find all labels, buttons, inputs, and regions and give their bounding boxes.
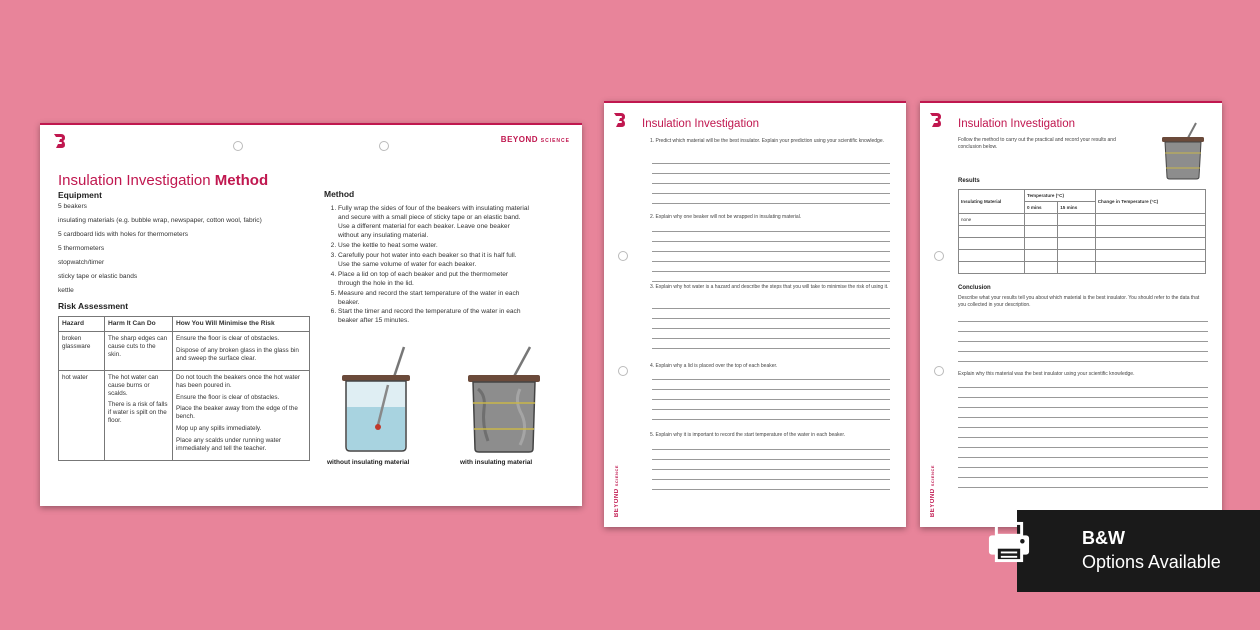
method-section bbox=[324, 189, 529, 327]
table-cell[interactable] bbox=[1095, 250, 1205, 262]
title-plain: Insulation Investigation bbox=[58, 172, 211, 189]
table-cell[interactable] bbox=[1058, 214, 1096, 226]
results-table bbox=[958, 189, 1206, 274]
minimise-text: Place the beaker away from the edge of the bench. bbox=[176, 405, 298, 421]
answer-lines[interactable] bbox=[652, 308, 890, 358]
hazard-cell: hot water bbox=[59, 370, 105, 460]
questions-sheet bbox=[604, 101, 906, 527]
harm-text: The sharp edges can cause cuts to the skin. bbox=[108, 335, 168, 358]
table-cell[interactable] bbox=[959, 250, 1025, 262]
equipment-list bbox=[58, 203, 318, 301]
equipment-item: stopwatch/timer bbox=[58, 259, 105, 266]
caption-without-insulation: without insulating material bbox=[327, 459, 410, 466]
table-cell[interactable] bbox=[1025, 226, 1058, 238]
table-cell[interactable] bbox=[1095, 214, 1205, 226]
column-header: How You Will Minimise the Risk bbox=[173, 317, 310, 332]
minimise-text: Ensure the floor is clear of obstacles. bbox=[176, 393, 280, 401]
table-cell[interactable] bbox=[1058, 250, 1096, 262]
answer-lines[interactable] bbox=[652, 163, 890, 213]
table-cell[interactable] bbox=[1058, 262, 1096, 274]
punch-hole bbox=[233, 141, 243, 151]
table-row bbox=[59, 332, 310, 371]
table-row bbox=[959, 250, 1206, 262]
method-step: 4. Place a lid on top of each beaker and put the thermometer through the hole in the lid. bbox=[338, 271, 529, 289]
hazard-cell: broken glassware bbox=[59, 332, 105, 371]
table-cell[interactable] bbox=[1025, 250, 1058, 262]
question-text: 2. Explain why one beaker will not be wrapped in insulating material. bbox=[650, 214, 802, 220]
answer-lines[interactable] bbox=[652, 449, 890, 499]
table-row bbox=[959, 214, 1206, 226]
conclusion-prompt: Describe what your results tell you about which material is the best insulator. You should refer to the data that you collected in your description. bbox=[958, 295, 1200, 308]
equipment-item: kettle bbox=[58, 287, 74, 294]
column-subheader: 0 mins bbox=[1025, 202, 1058, 214]
minimise-text: Place any scalds under running water immediately and tell the teacher. bbox=[176, 436, 282, 452]
equipment-section bbox=[58, 190, 318, 301]
table-cell[interactable] bbox=[959, 226, 1025, 238]
top-rule bbox=[604, 101, 906, 103]
brand-sub: SCIENCE bbox=[540, 138, 570, 144]
equipment-item: 5 beakers bbox=[58, 203, 87, 210]
column-header: Harm It Can Do bbox=[105, 317, 173, 332]
brand-word: BEYOND bbox=[930, 488, 936, 517]
top-rule bbox=[920, 101, 1222, 103]
material-cell: none bbox=[959, 214, 1025, 226]
equipment-item: insulating materials (e.g. bubble wrap, newspaper, cotton wool, fabric) bbox=[58, 217, 262, 224]
question-text: 4. Explain why a lid is placed over the top of each beaker. bbox=[650, 363, 778, 369]
vertical-brand bbox=[614, 465, 620, 517]
equipment-item: 5 thermometers bbox=[58, 245, 105, 252]
table-header-row bbox=[959, 190, 1206, 202]
brand-sub: SCIENCE bbox=[614, 464, 619, 487]
table-cell[interactable] bbox=[1058, 226, 1096, 238]
method-step: 6. Start the timer and record the temperature of the water in each beaker after 15 minutes. bbox=[338, 308, 529, 326]
table-row bbox=[59, 370, 310, 460]
harm-cell bbox=[105, 332, 173, 371]
insulated-beaker-illustration bbox=[464, 345, 544, 455]
method-step: 5. Measure and record the start temperature of the water in each beaker. bbox=[338, 290, 529, 308]
explain-prompt: Explain why this material was the best insulator using your scientific knowledge. bbox=[958, 371, 1135, 377]
printer-icon bbox=[981, 516, 1037, 568]
punch-hole bbox=[618, 251, 628, 261]
method-step: 3. Carefully pour hot water into each beaker so that it is half full. Use the same volume of water for each beaker. bbox=[338, 252, 529, 270]
insulated-beaker-illustration bbox=[1160, 121, 1206, 181]
minimise-text: Ensure the floor is clear of obstacles. bbox=[176, 335, 280, 343]
page-title bbox=[58, 172, 268, 189]
minimise-cell bbox=[173, 332, 310, 371]
answer-lines[interactable] bbox=[652, 231, 890, 291]
page-title: Insulation Investigation bbox=[642, 118, 759, 130]
method-list bbox=[324, 205, 529, 326]
beyond-logo-icon bbox=[612, 112, 626, 128]
punch-hole bbox=[934, 251, 944, 261]
table-cell[interactable] bbox=[1095, 226, 1205, 238]
risk-table bbox=[58, 316, 310, 461]
top-rule bbox=[40, 123, 582, 125]
table-cell[interactable] bbox=[1025, 262, 1058, 274]
harm-text: There is a risk of falls if water is spilt on the floor. bbox=[108, 401, 168, 425]
badge-title: B&W bbox=[1082, 528, 1125, 548]
table-row bbox=[959, 238, 1206, 250]
table-cell[interactable] bbox=[1095, 262, 1205, 274]
intro-text: Follow the method to carry out the practical and record your results and conclusion below. bbox=[958, 137, 1116, 150]
column-header: Hazard bbox=[59, 317, 105, 332]
vertical-brand bbox=[930, 465, 936, 517]
table-cell[interactable] bbox=[959, 262, 1025, 274]
answer-lines[interactable] bbox=[958, 387, 1208, 497]
column-header: Insulating Material bbox=[959, 190, 1025, 214]
question-text: 5. Explain why it is important to record the start temperature of the water in each beaker. bbox=[650, 432, 846, 438]
equipment-heading: Equipment bbox=[58, 190, 102, 200]
badge-subtitle: Options Available bbox=[1082, 552, 1221, 572]
column-header: Temperature (°C) bbox=[1025, 190, 1096, 202]
conclusion-heading: Conclusion bbox=[958, 285, 991, 291]
title-bold: Method bbox=[214, 172, 269, 189]
table-header-row bbox=[59, 317, 310, 332]
column-header: Change in Temperature (°C) bbox=[1095, 190, 1205, 214]
results-heading: Results bbox=[958, 178, 980, 184]
answer-lines[interactable] bbox=[652, 379, 890, 429]
question-text: 1. Predict which material will be the best insulator. Explain your prediction using your scientific knowledge. bbox=[650, 138, 885, 144]
method-step: 1. Fully wrap the sides of four of the beakers with insulating material and secure with a small piece of sticky tape or an elastic band. Use a different material for each beaker. Leave one beaker without any insulating material. bbox=[338, 205, 529, 241]
punch-hole bbox=[379, 141, 389, 151]
page-title: Insulation Investigation bbox=[958, 118, 1075, 130]
minimise-text: Do not touch the beakers once the hot water has been poured in. bbox=[176, 373, 300, 389]
method-step: 2. Use the kettle to heat some water. bbox=[338, 242, 529, 251]
table-cell[interactable] bbox=[1095, 238, 1205, 250]
table-row bbox=[959, 262, 1206, 274]
column-subheader: 15 mins bbox=[1058, 202, 1096, 214]
answer-lines[interactable] bbox=[958, 321, 1208, 371]
caption-with-insulation: with insulating material bbox=[460, 459, 533, 466]
brand-sub: SCIENCE bbox=[930, 464, 935, 487]
minimise-text: Mop up any spills immediately. bbox=[176, 425, 262, 433]
question-text: 3. Explain why hot water is a hazard and describe the steps that you will take to minimise the risk of using it. bbox=[650, 284, 889, 290]
brand-word: BEYOND bbox=[614, 488, 620, 517]
harm-cell bbox=[105, 370, 173, 460]
punch-hole bbox=[934, 366, 944, 376]
minimise-text: Dispose of any broken glass in the glass bin and sweep the surface clear. bbox=[176, 347, 299, 362]
plain-beaker-illustration bbox=[336, 345, 416, 455]
bw-options-badge bbox=[1017, 510, 1260, 592]
equipment-item: 5 cardboard lids with holes for thermometers bbox=[58, 231, 189, 238]
method-sheet bbox=[40, 123, 582, 506]
brand-word: BEYOND bbox=[500, 135, 539, 144]
table-cell[interactable] bbox=[959, 238, 1025, 250]
results-sheet bbox=[920, 101, 1222, 527]
risk-heading: Risk Assessment bbox=[58, 301, 129, 311]
harm-text: The hot water can cause burns or scalds. bbox=[108, 373, 159, 397]
table-cell[interactable] bbox=[1058, 238, 1096, 250]
punch-hole bbox=[618, 366, 628, 376]
method-heading: Method bbox=[324, 189, 355, 199]
beyond-logo-icon bbox=[928, 112, 942, 128]
table-cell[interactable] bbox=[1025, 214, 1058, 226]
equipment-item: sticky tape or elastic bands bbox=[58, 273, 138, 280]
minimise-cell bbox=[173, 370, 310, 460]
table-row bbox=[959, 226, 1206, 238]
table-cell[interactable] bbox=[1025, 238, 1058, 250]
brand-name bbox=[501, 135, 570, 144]
beyond-logo-icon bbox=[52, 133, 66, 149]
